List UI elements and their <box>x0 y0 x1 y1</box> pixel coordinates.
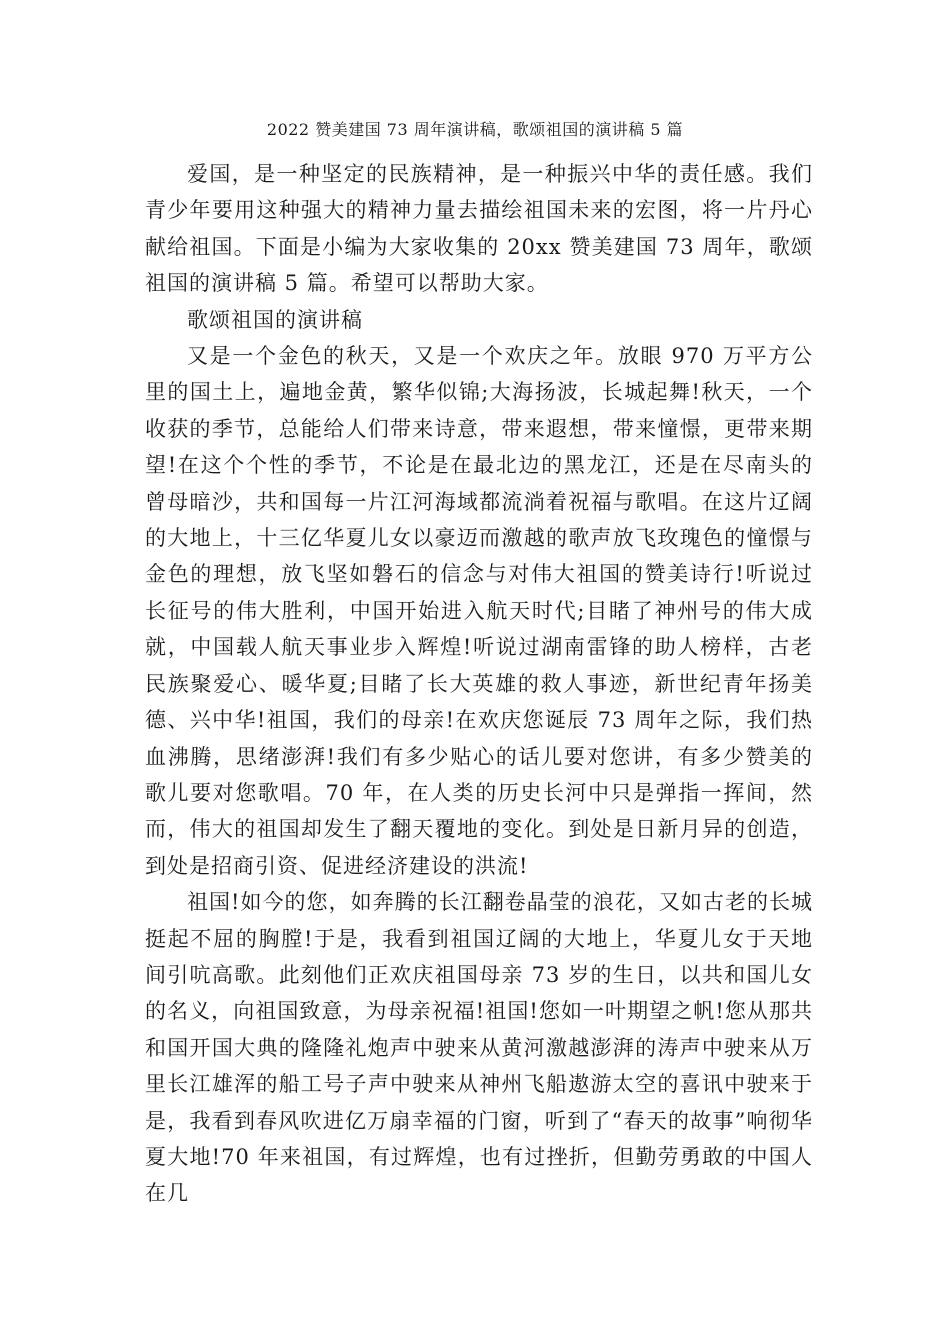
body-paragraph: 祖国!如今的您，如奔腾的长江翻卷晶莹的浪花，又如古老的长城挺起不屈的胸膛!于是，我看到祖国辽阔的大地上，华夏儿女于天地间引吭高歌。此刻他们正欢庆祖国母亲 73 岁的生日，以共和国儿女的名义，向祖国致意，为母亲祝福!祖国!您如一叶期望之帆!您从那共和国开国大典的隆隆礼炮声中驶来从黄河激越澎湃的涛声中驶来从万里长江雄浑的船工号子声中驶来从神州飞船遨游太空的喜讯中驶来于是，我看到春风吹进亿万扇幸福的门窗，听到了“春天的故事”响彻华夏大地!70 年来祖国，有过辉煌，也有过挫折，但勤劳勇敢的中国人在几 <box>145 890 813 1206</box>
body-paragraph: 又是一个金色的秋天，又是一个欢庆之年。放眼 970 万平方公里的国土上，遍地金黄，繁华似锦;大海扬波，长城起舞!秋天，一个收获的季节，总能给人们带来诗意，带来遐想，带来憧憬，更带来期望!在这个个性的季节，不论是在最北边的黑龙江，还是在尽南头的曾母暗沙，共和国每一片江河海域都流淌着祝福与歌唱。在这片辽阔的大地上，十三亿华夏儿女以豪迈而激越的歌声放飞玫瑰色的憧憬与金色的理想，放飞坚如磐石的信念与对伟大祖国的赞美诗行!听说过长征号的伟大胜利，中国开始进入航天时代;目睹了神州号的伟大成就，中国载人航天事业步入辉煌!听说过湖南雷锋的助人榜样，古老民族聚爱心、暖华夏;目睹了长大英雄的救人事迹，新世纪青年扬美德、兴中华!祖国，我们的母亲!在欢庆您诞辰 73 周年之际，我们热血沸腾，思绪澎湃!我们有多少贴心的话儿要对您讲，有多少赞美的歌儿要对您歌唱。70 年，在人类的历史长河中只是弹指一挥间，然而，伟大的祖国却发生了翻天覆地的变化。到处是日新月异的创造，到处是招商引资、促进经济建设的洪流! <box>145 344 813 878</box>
document-body <box>145 156 813 1212</box>
intro-paragraph: 爱国，是一种坚定的民族精神，是一种振兴中华的责任感。我们青少年要用这种强大的精神力量去描绘祖国未来的宏图，将一片丹心献给祖国。下面是小编为大家收集的 20xx 赞美建国 73 周年，歌颂祖国的演讲稿 5 篇。希望可以帮助大家。 <box>145 162 813 296</box>
document-title: 2022 赞美建国 73 周年演讲稿，歌颂祖国的演讲稿 5 篇 <box>266 120 684 139</box>
section-heading: 歌颂祖国的演讲稿 <box>187 307 363 332</box>
